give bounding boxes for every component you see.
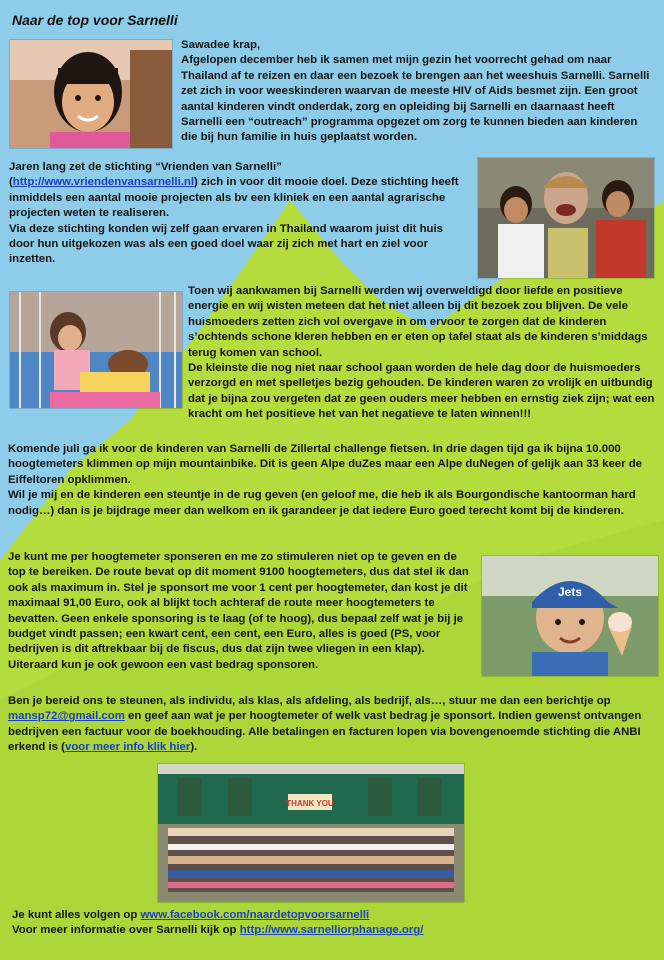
orphanage-website-link[interactable]: http://www.sarnelliorphanage.org/ [239, 924, 424, 937]
photo-woman-with-children [478, 158, 654, 278]
foundation-rest: zich in voor dit mooie doel. Deze stichting heeft inmiddels een aantal mooie projecten als bv een kliniek en een aantal agrarische projecten weten te realiseren. [9, 176, 459, 220]
foundation-line2: Via deze stichting konden wij zelf gaan ervaren in Thailand waarom juist dit huis door hun uitgekozen was als een goed doel waar zij zich met hart en ziel voor inzetten. [9, 222, 443, 266]
visit-text [188, 284, 658, 423]
visit-paragraph-2: De kleinste die nog niet naar school gaan worden de hele dag door de huismoeders verzorgd en met spelletjes bezig gehouden. De kinderen waren zo vrolijk en uitbundig dat je bijna zou vergeten dat ze geen ouders meer hebben en ernstig ziek zijn; wat een kracht om het positieve het van het negatieve te laten winnen!!! [188, 362, 655, 421]
contact-text [8, 694, 656, 756]
sponsor-paragraph: Je kunt me per hoogtemeter sponseren en me zo stimuleren niet op te geven en de top te bereiken. De route bevat op dit moment 9100 hoogtemeters, dus dat stel ik dan ook als maximum in. Stel je sponsort me voor 1 cent per hoogtemeter, dan kost je dit maximaal 91,00 Euro, ook al blijkt toch achteraf de route meer hoogtemeters te bevatten. Geen enkele sponsoring is te laag (of te hoog), dus bepaal zelf wat je bij je budget vindt passen; een kwart cent, een cent, een Euro, alles is goed (PS, voor bedrijven is dit aftrekbaar bij de fiscus, dus dat zijn twee vliegen in een klap). Uiteraard kun je ook gewoon een vast bedrag sponsoren. [8, 551, 469, 671]
greeting: Sawadee krap, [181, 39, 261, 51]
photo-group-orphanage [158, 764, 464, 902]
intro-body: Afgelopen december heb ik samen met mijn gezin het voorrecht gehad om naar Thailand af te reizen en daar een bezoek te brengen aan het weeshuis Sarnelli. Sarnelli zet zich in voor weeskinderen waarvan de meeste HIV of Aids besmet zijn. Een groot aantal kinderen vindt onderdak, zorg en opleiding bij Sarnelli en daarnaast heeft Sarnelli een “outreach” programma opgezet om zorg te kunnen bieden aan kinderen die bij hun familie in huis geplaatst worden. [181, 54, 650, 144]
challenge-paragraph-1: Komende juli ga ik voor de kinderen van Sarnelli de Zillertal challenge fietsen. In drie dagen tijd ga ik bijna 10.000 hoogtemeters klimmen op mijn mountainbike. Dit is geen Alpe duZes maar een Alpe duNegen of gelijk aan 33 keer de Eiffeltoren opklimmen. [8, 443, 643, 486]
cap-text: Jets [557, 585, 583, 599]
contact-middle: en geef aan wat je per hoogtemeter of welk vast bedrag je sponsort. Indien gewenst ontvangen bedrijven een factuur voor de boekhouding. Alle betalingen en facturen lopen via bovengenoemde stichting die ANBI erkend is ( [8, 710, 642, 754]
foundation-line: Jaren lang zet de stichting “Vrienden van Sarnelli” [9, 161, 282, 173]
photo-girl-in-crib [10, 292, 182, 408]
sponsor-text [8, 550, 474, 673]
facebook-link[interactable]: www.facebook.com/naardetopvoorsarnelli [140, 909, 370, 921]
info-label: Voor meer informatie over Sarnelli kijk op [12, 924, 240, 937]
foundation-link[interactable]: http://www.vriendenvansarnelli.nl [12, 176, 195, 189]
challenge-text [8, 442, 656, 519]
footer-text [12, 908, 652, 939]
photo-girl-portrait [10, 40, 172, 148]
challenge-paragraph-2: Wil je mij en de kinderen een steuntje in de rug geven (en geloof me, die heb ik als Bourgondische kantoorman hard nodig…) dan is je bijdrage meer dan welkom en ik garandeer je dat iedere Euro goed terecht komt bij de kinderen. [8, 489, 636, 517]
banner-text: THANK YOU [286, 799, 334, 808]
facebook-label: Je kunt alles volgen op [12, 909, 141, 921]
visit-paragraph-1: Toen wij aankwamen bij Sarnelli werden wij overweldigd door liefde en positieve energie en wij wisten meteen dat het niet alleen bij dit bezoek zou blijven. De vele huismoeders zetten zich vol overgave in om ervoor te zorgen dat de kinderen s’ochtends schone kleren hebben en er eten op tafel staat als de kinderen s’middags terug komen van school. [188, 285, 648, 359]
email-link[interactable]: mansp72@gmail.com [8, 710, 125, 723]
foundation-text: Jaren lang zet de stichting “Vrienden van Sarnelli” (http://www.vriendenvansarnelli.nl) zich in voor dit mooie doel. Deze stichting heeft inmiddels een aantal mooie projecten als bv een kliniek en een aantal agrarische projecten weten te realiseren. Via deze stichting konden wij zelf gaan ervaren in Thailand waarom juist dit huis door hun uitgekozen was als een goed doel waar zij zich met hart en ziel voor inzetten. [9, 160, 471, 268]
page-title: Naar de top voor Sarnelli [12, 12, 178, 28]
contact-end: ). [190, 741, 198, 754]
more-info-link[interactable]: voor meer info klik hier [64, 741, 191, 754]
intro-text [181, 38, 653, 146]
photo-boy-with-cap [482, 556, 658, 676]
contact-intro: Ben je bereid ons te steunen, als individu, als klas, als afdeling, als bedrijf, als…, stuur me dan een berichtje op [8, 695, 611, 707]
